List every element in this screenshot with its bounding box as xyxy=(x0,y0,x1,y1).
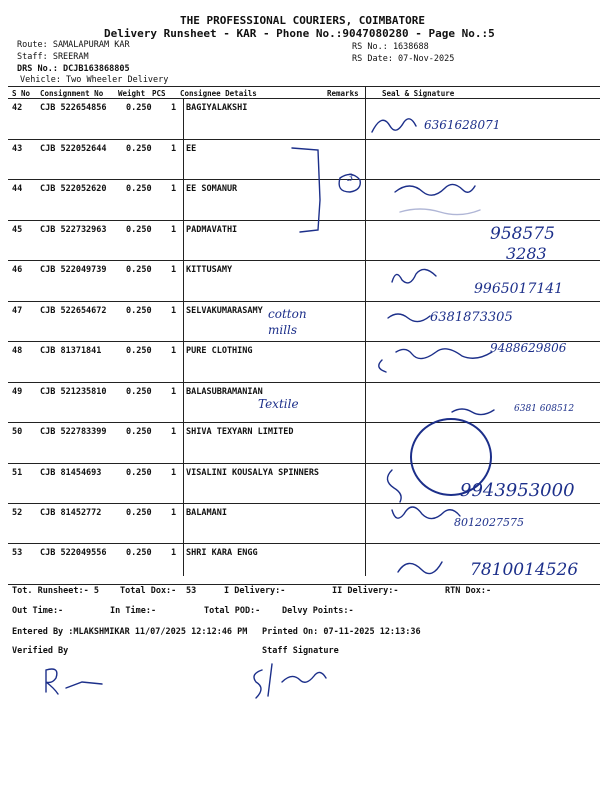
row-sno: 49 xyxy=(12,387,23,397)
row-consignee: KITTUSAMY xyxy=(186,265,233,275)
row-sno: 43 xyxy=(12,144,23,154)
row-weight: 0.250 xyxy=(126,265,152,275)
row-weight: 0.250 xyxy=(126,225,152,235)
out-time: Out Time:- xyxy=(12,606,64,616)
phone-45-b: 3283 xyxy=(506,244,547,263)
signature-44 xyxy=(395,184,475,195)
row-consignee: PADMAVATHI xyxy=(186,225,238,235)
in-time: In Time:- xyxy=(110,606,157,616)
row-weight: 0.250 xyxy=(126,103,152,113)
row-consignee: BAGIYALAKSHI xyxy=(186,103,248,113)
signature-48 xyxy=(379,349,492,372)
row-consignee: VISALINI KOUSALYA SPINNERS xyxy=(186,468,320,478)
company-title: THE PROFESSIONAL COURIERS, COIMBATORE xyxy=(180,14,426,27)
bracket-mark xyxy=(292,148,320,232)
row-consignee: BALAMANI xyxy=(186,508,227,518)
total-pod: Total POD:- xyxy=(204,606,261,616)
ii-delivery: II Delivery:- xyxy=(332,586,399,596)
printed-on: Printed On: 07-11-2025 12:13:36 xyxy=(262,627,421,637)
row-pcs: 1 xyxy=(171,225,177,235)
delivery-points: Delvy Points:- xyxy=(282,606,354,616)
row-consignment: CJB 81452772 xyxy=(40,508,102,518)
row-consignee: BALASUBRAMANIAN xyxy=(186,387,263,397)
row-pcs: 1 xyxy=(171,103,177,113)
row-weight: 0.250 xyxy=(126,184,152,194)
row-sno: 45 xyxy=(12,225,23,235)
rs-date: RS Date: 07-Nov-2025 xyxy=(352,54,455,64)
row-sno: 52 xyxy=(12,508,23,518)
row-consignment: CJB 81454693 xyxy=(40,468,102,478)
row-consignment: CJB 522783399 xyxy=(40,427,107,437)
signature-51 xyxy=(387,470,401,502)
row-pcs: 1 xyxy=(171,265,177,275)
row-consignment: CJB 522052644 xyxy=(40,144,107,154)
row-pcs: 1 xyxy=(171,548,177,558)
row-pcs: 1 xyxy=(171,144,177,154)
staff-signature-label: Staff Signature xyxy=(262,646,339,656)
remarks-count: 3 xyxy=(347,173,354,184)
row-consignment: CJB 522654672 xyxy=(40,306,107,316)
row-sno: 47 xyxy=(12,306,23,316)
signature-52 xyxy=(392,507,460,519)
staff: Staff: SREERAM xyxy=(17,52,89,62)
rs-number: RS No.: 1638688 xyxy=(352,42,429,52)
row-sno: 48 xyxy=(12,346,23,356)
vehicle: Vehicle: Two Wheeler Delivery xyxy=(20,75,169,85)
phone-53: 7810014526 xyxy=(470,560,579,580)
phone-52: 8012027575 xyxy=(454,516,524,529)
row-pcs: 1 xyxy=(171,346,177,356)
row-weight: 0.250 xyxy=(126,387,152,397)
row-pcs: 1 xyxy=(171,184,177,194)
row-consignee: EE SOMANUR xyxy=(186,184,238,194)
total-runsheet: Tot. Runsheet:- 5 xyxy=(12,586,99,596)
entered-by: Entered By :MLAKSHMIKAR 11/07/2025 12:12:46 PM xyxy=(12,627,248,637)
phone-45-a: 958575 xyxy=(490,224,555,244)
row-consignee: SHIVA TEXYARN LIMITED xyxy=(186,427,294,437)
row-consignment: CJB 522049556 xyxy=(40,548,107,558)
row-consignee: SELVAKUMARASAMY xyxy=(186,306,263,316)
row-weight: 0.250 xyxy=(126,427,152,437)
row-consignment: CJB 522654856 xyxy=(40,103,107,113)
row-consignee: SHRI KARA ENGG xyxy=(186,548,258,558)
row-sno: 51 xyxy=(12,468,23,478)
row-consignment: CJB 522049739 xyxy=(40,265,107,275)
row-weight: 0.250 xyxy=(126,468,152,478)
row-weight: 0.250 xyxy=(126,144,152,154)
row-consignee: PURE CLOTHING xyxy=(186,346,253,356)
row-consignment: CJB 522052620 xyxy=(40,184,107,194)
signature-53 xyxy=(398,562,442,574)
total-dox-value: 53 xyxy=(186,586,197,596)
row-consignment: CJB 522732963 xyxy=(40,225,107,235)
verified-signature xyxy=(46,669,102,694)
phone-48: 9488629806 xyxy=(490,341,567,355)
row-pcs: 1 xyxy=(171,387,177,397)
row-consignment: CJB 81371841 xyxy=(40,346,102,356)
col-weight: Weight xyxy=(118,89,146,98)
col-remarks: Remarks xyxy=(327,89,359,98)
signature-49 xyxy=(452,409,494,415)
row-pcs: 1 xyxy=(171,468,177,478)
note-47: cotton mills xyxy=(268,307,307,337)
i-delivery: I Delivery:- xyxy=(224,586,286,596)
phone-46: 9965017141 xyxy=(474,281,564,297)
row-sno: 53 xyxy=(12,548,23,558)
col-pcs: PCS xyxy=(152,89,166,98)
note-49: Textile xyxy=(258,397,299,411)
row-pcs: 1 xyxy=(171,427,177,437)
row-sno: 42 xyxy=(12,103,23,113)
route: Route: SAMALAPURAM KAR xyxy=(17,40,130,50)
row-weight: 0.250 xyxy=(126,508,152,518)
staff-signature xyxy=(254,664,326,698)
verified-by: Verified By xyxy=(12,646,69,656)
signature-44-faint xyxy=(400,209,480,215)
phone-51: 9943953000 xyxy=(460,480,575,501)
signature-46 xyxy=(392,269,436,282)
row-sno: 50 xyxy=(12,427,23,437)
runsheet-title: Delivery Runsheet - KAR - Phone No.:9047080280 - Page No.:5 xyxy=(104,27,495,40)
drs-number: DRS No.: DCJB163868805 xyxy=(17,64,130,74)
total-dox: Total Dox:- xyxy=(120,586,177,596)
row-sno: 44 xyxy=(12,184,23,194)
row-weight: 0.250 xyxy=(126,346,152,356)
row-pcs: 1 xyxy=(171,306,177,316)
row-sno: 46 xyxy=(12,265,23,275)
col-seal-signature: Seal & Signature xyxy=(382,89,455,98)
col-consignment: Consignment No xyxy=(40,89,104,98)
rtn-dox: RTN Dox:- xyxy=(445,586,492,596)
row-pcs: 1 xyxy=(171,508,177,518)
row-consignment: CJB 521235810 xyxy=(40,387,107,397)
phone-47: 6381873305 xyxy=(430,310,513,325)
signature-47 xyxy=(388,314,430,322)
phone-49: 6381 608512 xyxy=(514,404,575,414)
col-consignee: Consignee Details xyxy=(180,89,257,98)
phone-42: 6361628071 xyxy=(424,118,501,132)
col-sno: S No xyxy=(12,89,31,98)
row-consignee: EE xyxy=(186,144,197,154)
row-weight: 0.250 xyxy=(126,548,152,558)
row-weight: 0.250 xyxy=(126,306,152,316)
signature-42 xyxy=(372,119,416,132)
